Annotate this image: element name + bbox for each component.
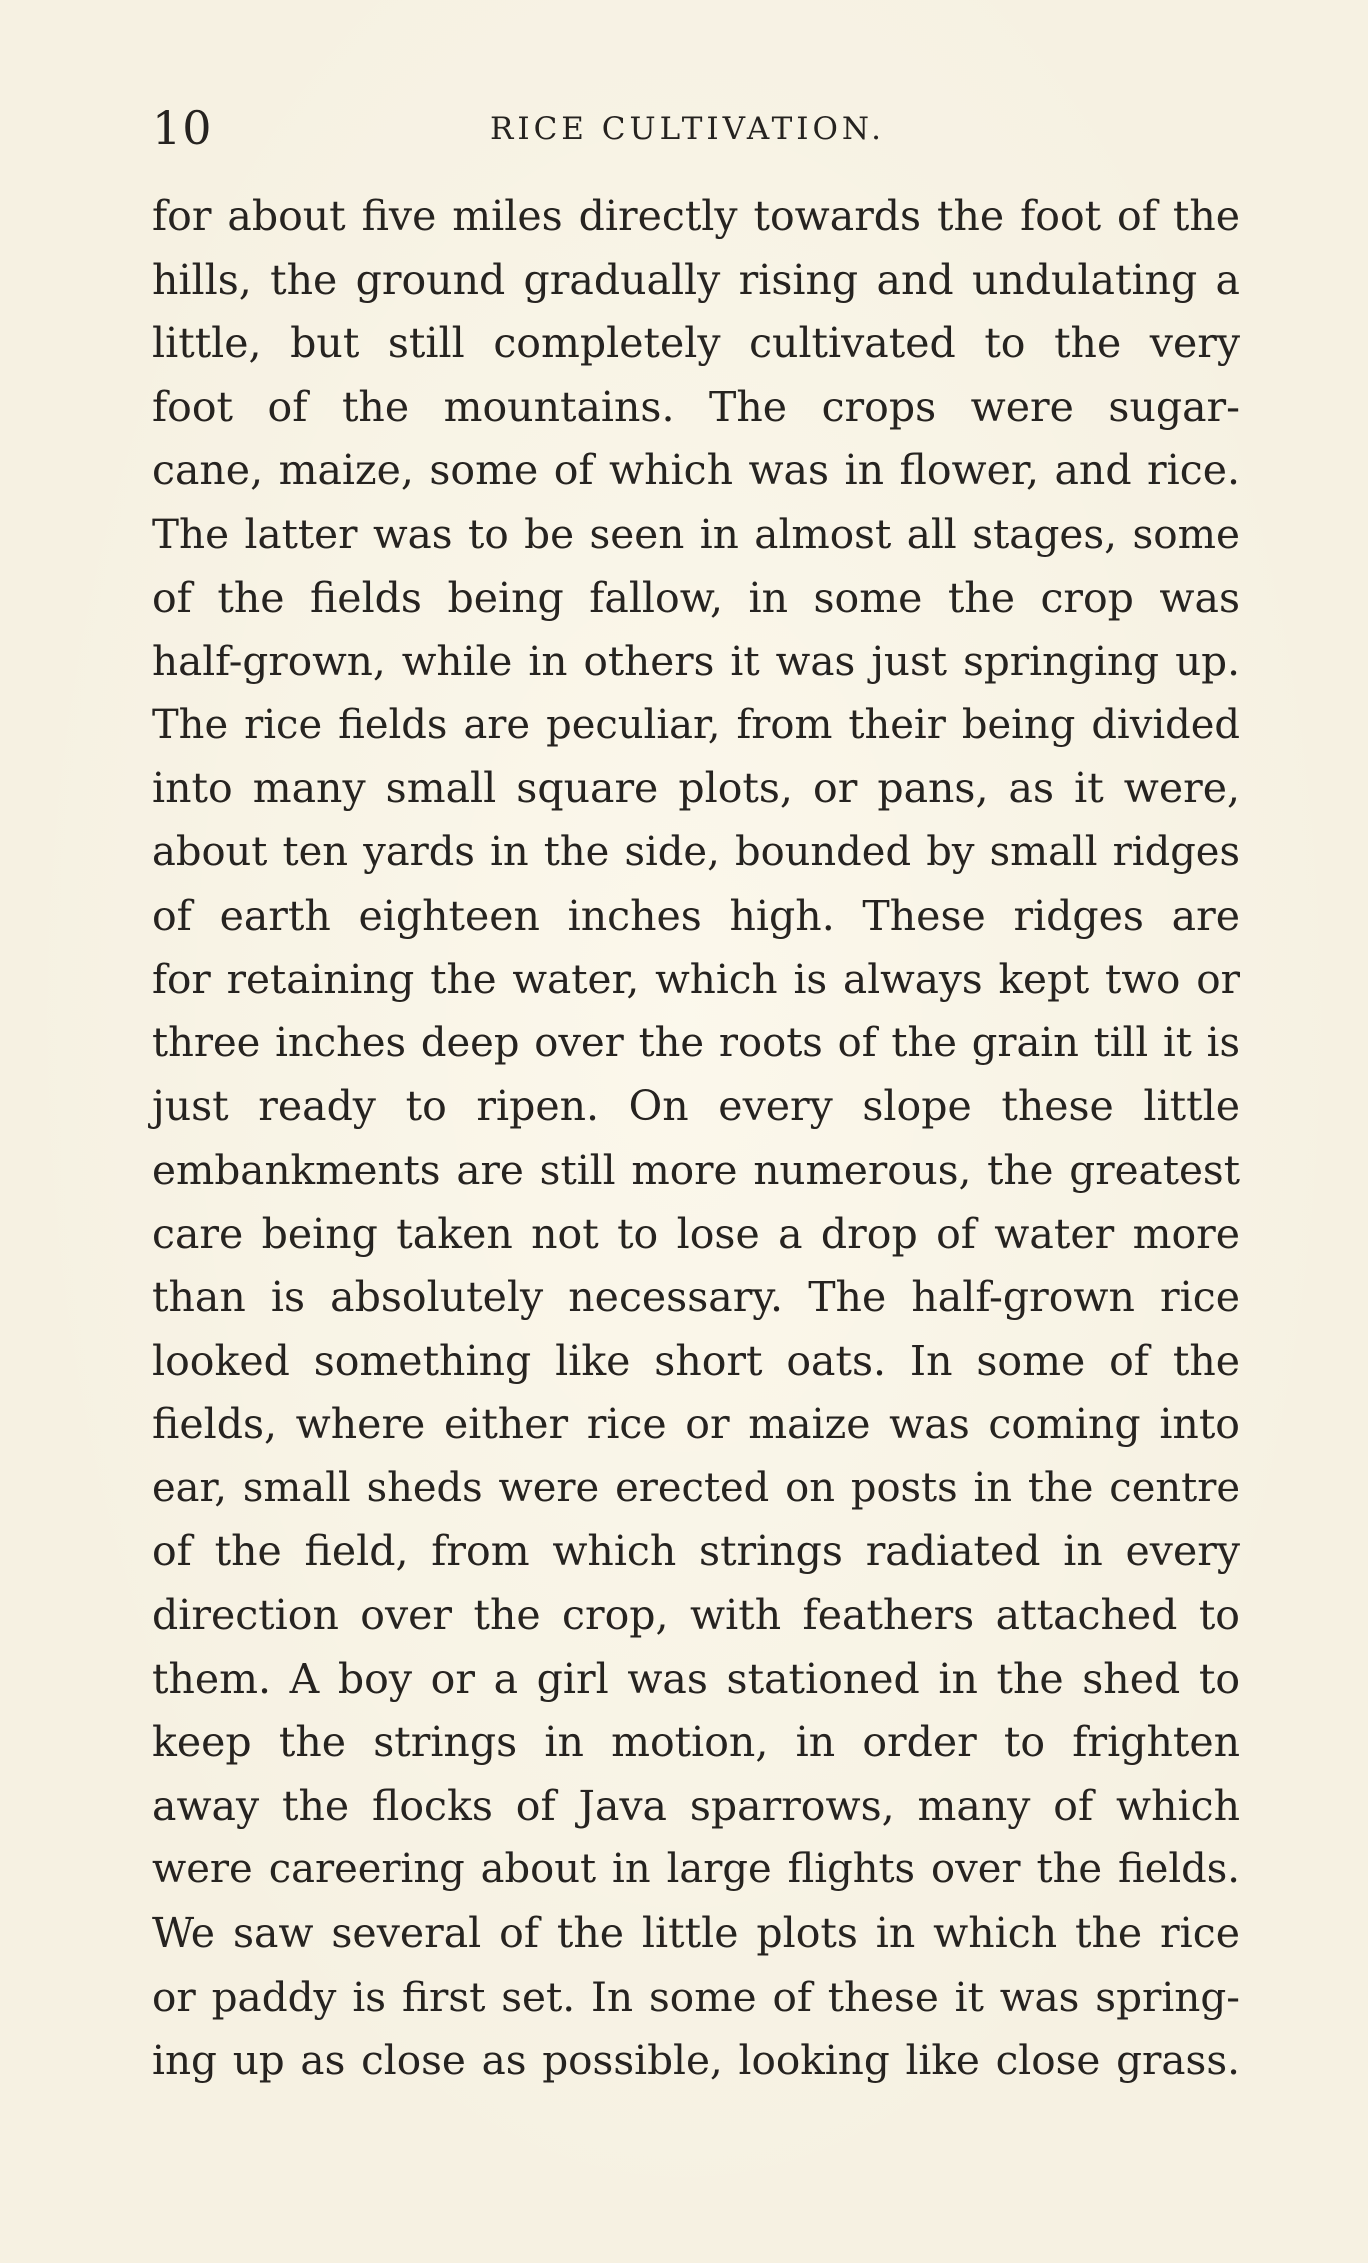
running-title: RICE CULTIVATION. xyxy=(490,111,885,147)
text-line: The rice fields are peculiar, from their being divided xyxy=(152,701,1240,748)
text-line: of the field, from which strings radiated in every xyxy=(152,1527,1240,1576)
text-line: than is absolutely necessary. The half-grown rice xyxy=(152,1273,1240,1322)
text-line: direction over the crop, with feathers attached to xyxy=(152,1591,1240,1640)
text-line: of the fields being fallow, in some the crop was xyxy=(152,573,1240,622)
text-line: were careering about in large flights over the fields. xyxy=(152,1846,1240,1893)
text-line: care being taken not to lose a drop of water more xyxy=(152,1209,1240,1258)
text-line: keep the strings in motion, in order to frighten xyxy=(152,1718,1240,1767)
text-line: cane, maize, some of which was in flower, and rice. xyxy=(152,446,1240,495)
text-line: away the flocks of Java sparrows, many of which xyxy=(152,1781,1240,1830)
text-line: looked something like short oats. In some of the xyxy=(152,1336,1240,1385)
running-head xyxy=(152,98,1232,158)
text-line: The latter was to be seen in almost all stages, some xyxy=(152,509,1240,558)
text-line: We saw several of the little plots in which the rice xyxy=(152,1909,1240,1958)
text-line: ing up as close as possible, looking like close grass. xyxy=(152,2036,1240,2085)
body-text xyxy=(152,185,1240,2093)
text-line: half-grown, while in others it was just springing up. xyxy=(152,637,1240,686)
text-line: or paddy is first set. In some of these it was spring- xyxy=(152,1972,1240,2021)
page-number: 10 xyxy=(152,101,213,155)
text-line: embankments are still more numerous, the greatest xyxy=(152,1145,1240,1194)
text-line: just ready to ripen. On every slope these little xyxy=(152,1082,1240,1131)
text-line: little, but still completely cultivated to the very xyxy=(152,319,1240,368)
text-line: for about five miles directly towards the foot of the xyxy=(152,192,1240,240)
text-line: about ten yards in the side, bounded by small ridges xyxy=(152,828,1240,875)
text-line: three inches deep over the roots of the grain till it is xyxy=(152,1019,1240,1066)
text-line: of earth eighteen inches high. These ridges are xyxy=(152,891,1240,940)
text-line: hills, the ground gradually rising and undulating a xyxy=(152,255,1240,304)
text-line: for retaining the water, which is always kept two or xyxy=(152,955,1240,1004)
text-line: ear, small sheds were erected on posts in the centre xyxy=(152,1464,1240,1511)
text-line: foot of the mountains. The crops were sugar- xyxy=(152,382,1240,431)
text-line: them. A boy or a girl was stationed in the shed to xyxy=(152,1654,1240,1703)
text-line: fields, where either rice or maize was coming into xyxy=(152,1400,1240,1449)
text-line: into many small square plots, or pans, as it were, xyxy=(152,764,1240,813)
